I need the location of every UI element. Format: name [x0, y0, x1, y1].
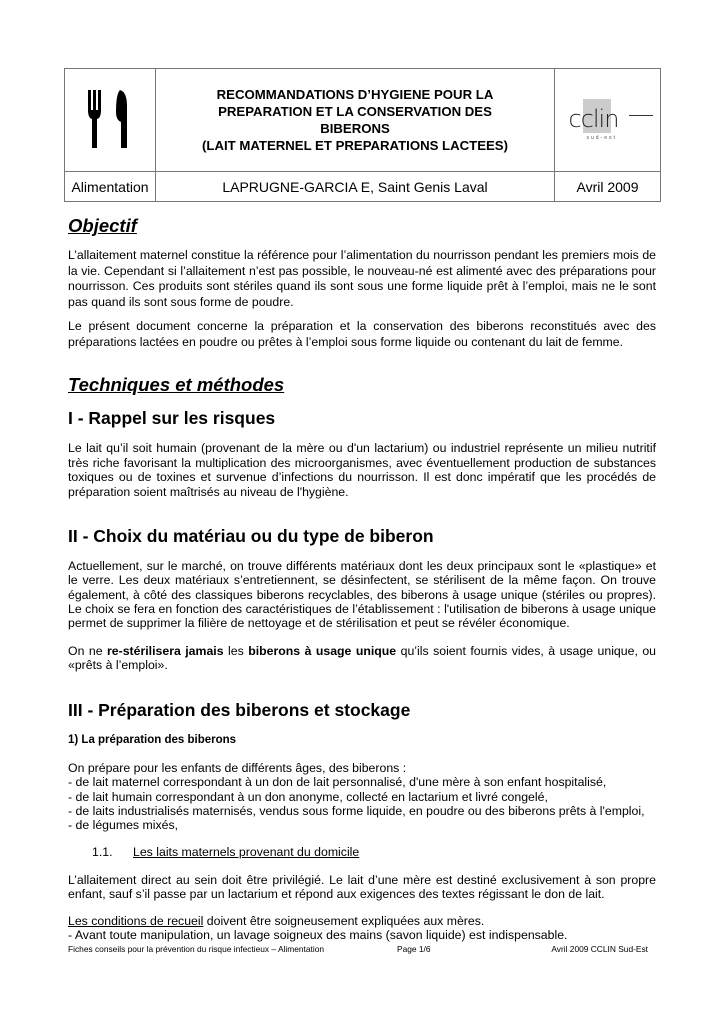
- cclin-logo: cclin sud-est: [555, 69, 661, 172]
- footer-page: Page 1/6: [397, 944, 431, 954]
- footer-right: Avril 2009 CCLIN Sud-Est: [551, 944, 648, 954]
- header-table: [64, 68, 661, 202]
- subsection-title: Les laits maternels provenant du domicile: [133, 845, 360, 859]
- paragraph: Les conditions de recueil doivent être soigneusement expliquées aux mères. - Avant toute manipulation, un lavage soigneux des mains (savon liquide) est indispensable.: [68, 914, 568, 943]
- heading-section-3: III - Préparation des biberons et stockage: [68, 700, 411, 720]
- heading-objectif: Objectif: [68, 215, 137, 236]
- subheading: 1) La préparation des biberons: [68, 734, 237, 746]
- fork-knife-icon: [80, 86, 140, 150]
- section-number: 1.1.: [92, 845, 113, 859]
- cutlery-cell: [65, 69, 156, 172]
- date: Avril 2009: [555, 172, 661, 202]
- paragraph: Le présent document concerne la préparation et la conservation des biberons reconstitués avec des préparations lactées en poudre ou prêtes à l’emploi sous forme liquide ou contenant du lait de femme.: [68, 319, 656, 349]
- category: Alimentation: [65, 172, 156, 202]
- list: On prépare pour les enfants de différents âges, des biberons : - de lait maternel correspondant à un don de lait personnalisé, d'une mère à son enfant hospitalisé, - de lait humain correspondant à un don anonyme, collecté en lactarium et livré congelé, - de laits industrialisés maternisés, vendus sous forme liquide, en poudre ou des biberons prêts à l'emploi, - de légumes mixés,: [68, 761, 645, 833]
- footer-left: Fiches conseils pour la prévention du risque infectieux – Alimentation: [68, 944, 325, 954]
- paragraph: Actuellement, sur le marché, on trouve différents matériaux dont les deux principaux sont le «plastique» et le verre. Les deux matériaux s’entretiennent, se désinfectent, se stérilisent de la même façon. On trouve également, à côté des classiques biberons recyclables, des biberons à usage unique (stériles ou propres). Le choix se fera en fonction des caractéristiques de l’établissement : l'utilisation de biberons à usage unique permet de supprimer la filière de nettoyage et de stérilisation et peut se révéler économique.: [68, 559, 656, 631]
- paragraph: L’allaitement maternel constitue la référence pour l’alimentation du nourrisson pendant les premiers mois de la vie. Cependant si l’allaitement n’est pas possible, le nouveau-né est alimenté avec des préparations pour nourrisson. Ces produits sont stériles quand ils sont sous une forme liquide prêt à l’emploi, mais ne le sont pas quand ils sont sous forme de poudre.: [68, 248, 656, 310]
- document-title: RECOMMANDATIONS D’HYGIENE POUR LA PREPARATION ET LA CONSERVATION DES BIBERONS (LAIT MATERNEL ET PREPARATIONS LACTEES): [156, 69, 555, 172]
- paragraph: On ne re-stérilisera jamais les biberons à usage unique qu’ils soient fournis vides, à usage unique, ou «prêts à l’emploi».: [68, 644, 656, 673]
- paragraph: Le lait qu’il soit humain (provenant de la mère ou d'un lactarium) ou industriel représente un milieu nutritif très riche favorisant la multiplication des microorganismes, avec éventuellement production de substances toxiques ou de toxines et survenue d’infections du nourrisson. Il est donc impératif que les procédés de préparation soient maîtrisés au niveau de l'hygiène.: [68, 441, 656, 500]
- paragraph: L’allaitement direct au sein doit être privilégié. Le lait d’une mère est destiné exclusivement à son propre enfant, sauf s’il passe par un lactarium et répond aux exigences des textes régissant le don de lait.: [68, 873, 656, 902]
- heading-section-2: II - Choix du matériau ou du type de biberon: [68, 526, 434, 546]
- heading-techniques: Techniques et méthodes: [68, 374, 285, 395]
- heading-section-1: I - Rappel sur les risques: [68, 408, 276, 428]
- author: LAPRUGNE-GARCIA E, Saint Genis Laval: [156, 172, 555, 202]
